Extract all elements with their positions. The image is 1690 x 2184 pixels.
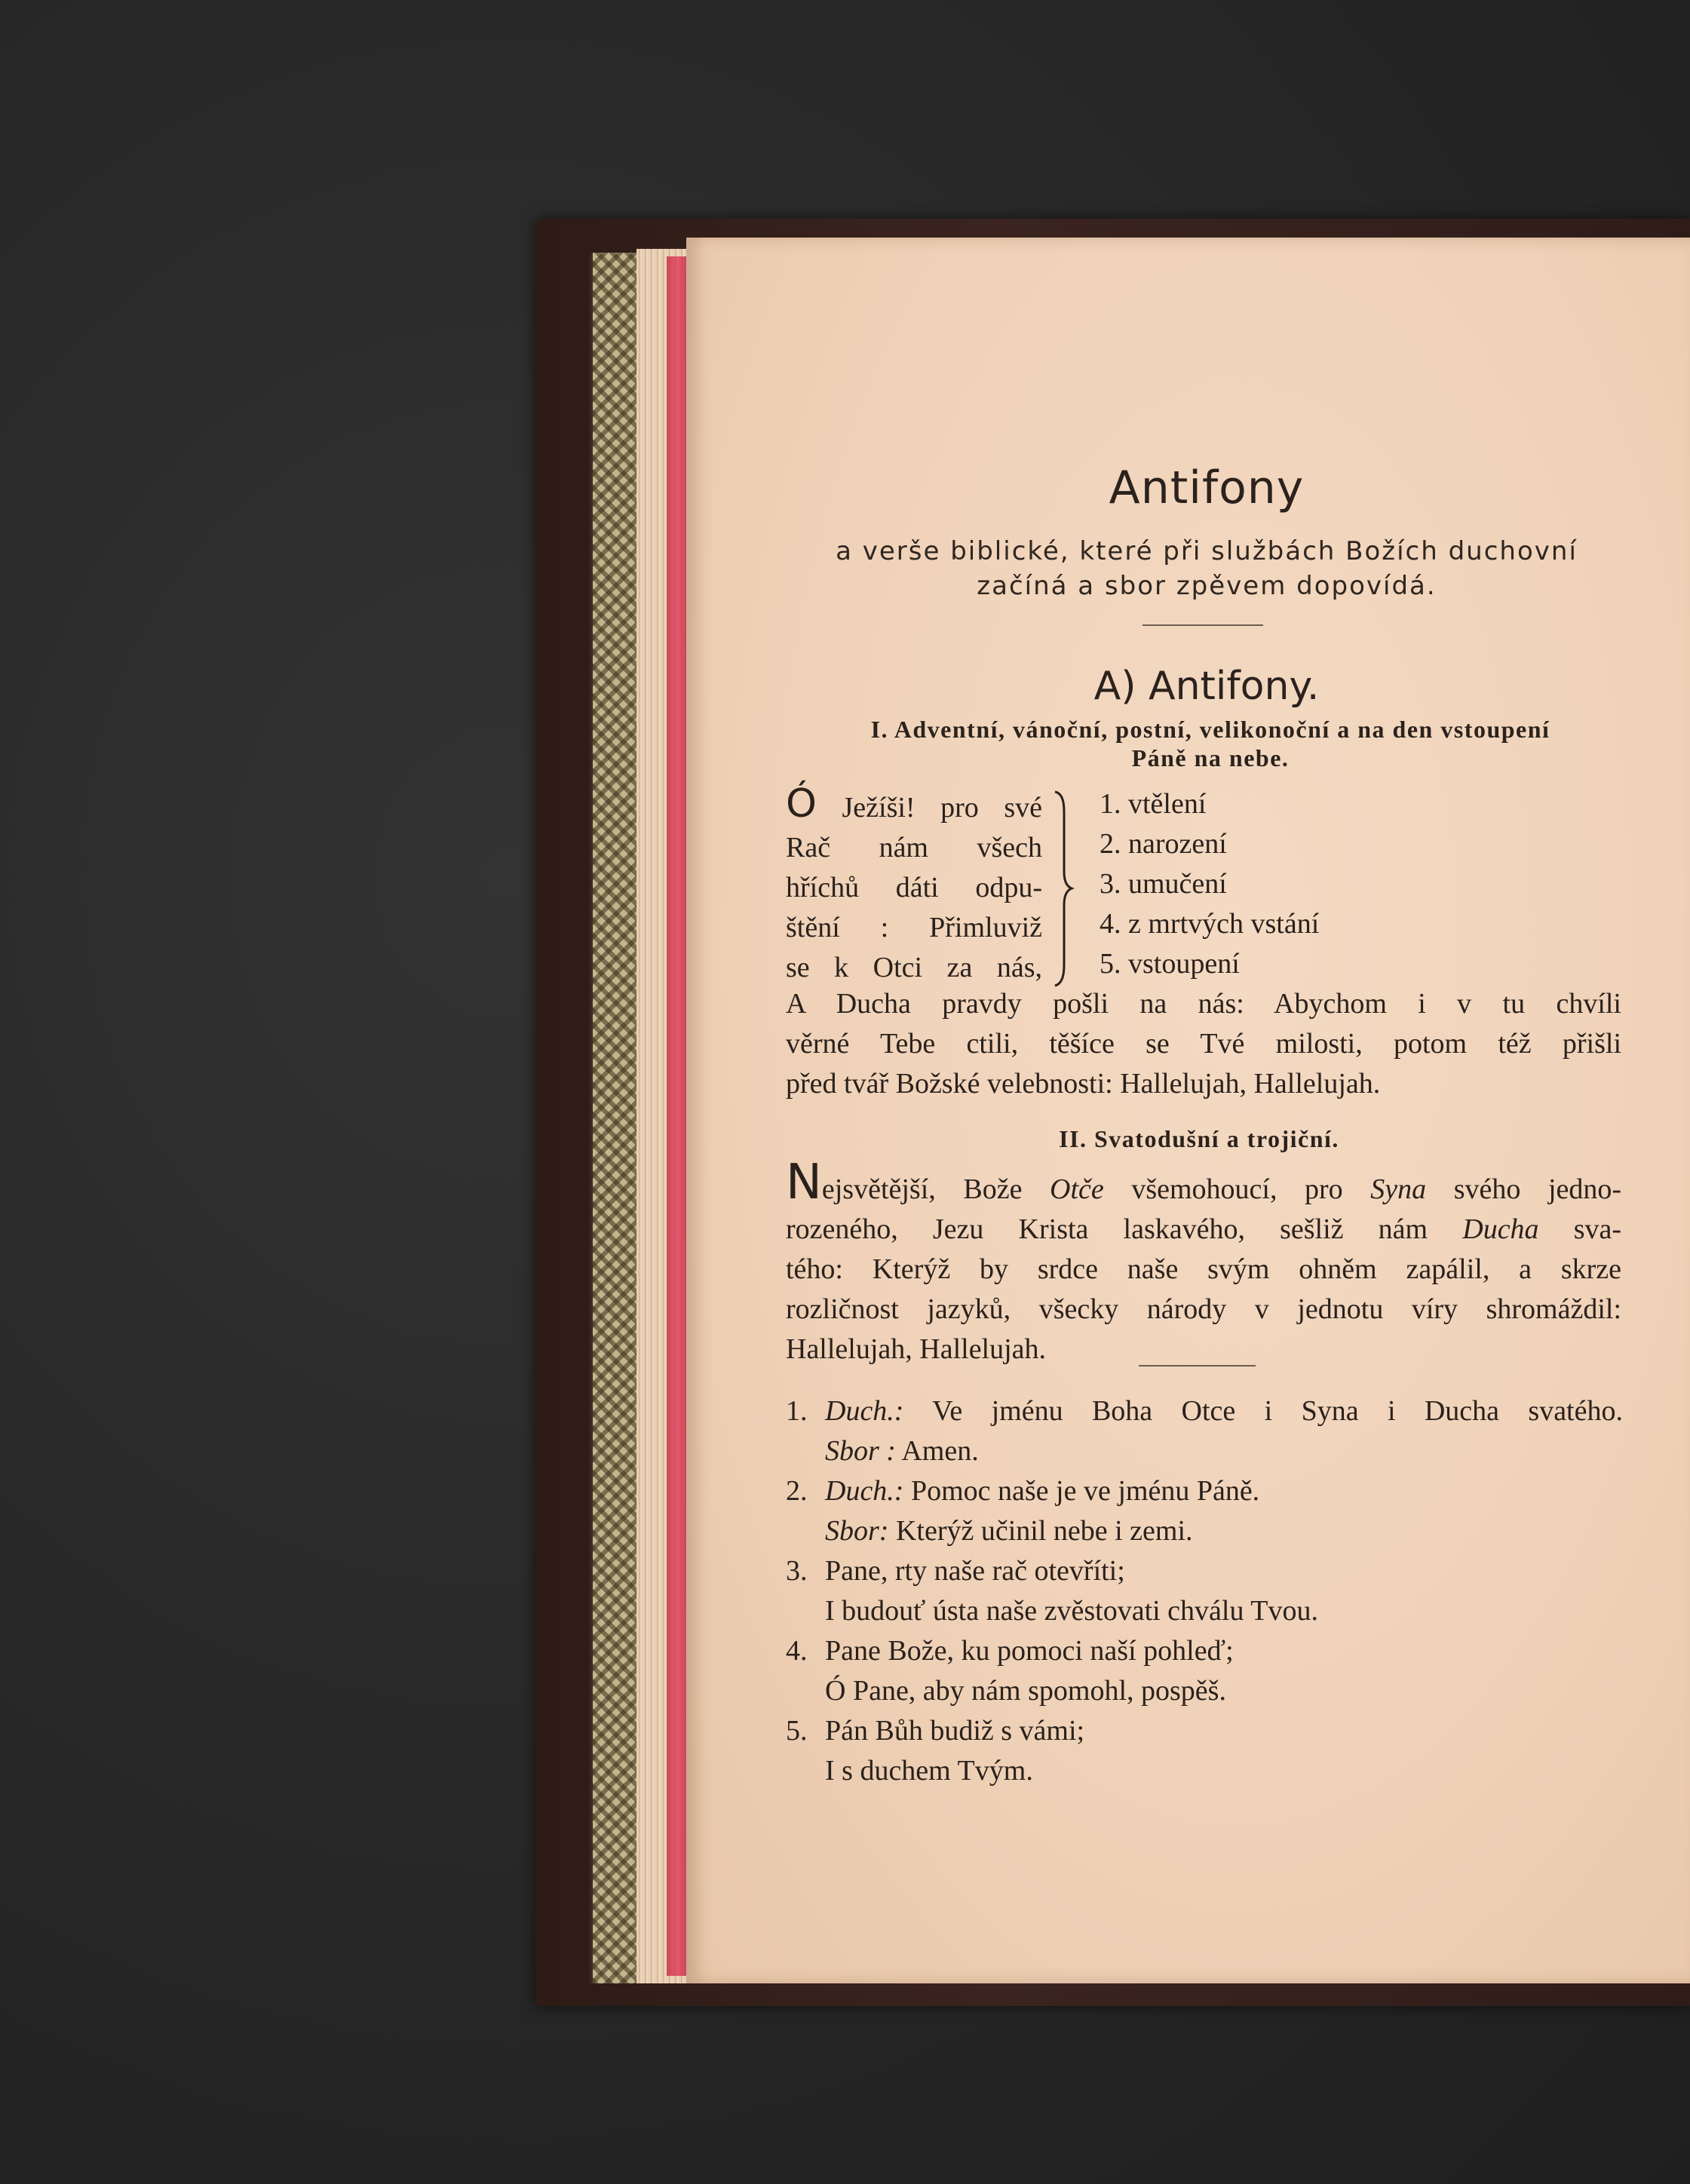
- pentecost-paragraph: [786, 1155, 1622, 1370]
- verse-number: 5.: [786, 1715, 808, 1747]
- para2-line-4: rozličnost jazyků, všecky národy v jednotu víry shromáždil:: [786, 1293, 1621, 1325]
- verse-response: [825, 1511, 1193, 1551]
- subtitle-line-2: začíná a sbor zpěvem dopovídá.: [977, 571, 1437, 601]
- para1-line-1: A Ducha pravdy pošli na nás: Abychom i v tu chvíli: [786, 988, 1621, 1020]
- para1-line-2: věrné Tebe ctili, těšíce se Tvé milosti, potom též přišli: [786, 1028, 1621, 1060]
- antiphon-paragraph: [786, 984, 1621, 1104]
- left-line-4: štění : Přimluviž: [786, 912, 1042, 943]
- response-speaker-label: Sbor :: [825, 1435, 896, 1467]
- verse-number: 4.: [786, 1635, 808, 1667]
- occasions-list: [1100, 784, 1477, 984]
- para2-line-1: [786, 1155, 1622, 1210]
- divider-rule-2: [1139, 1365, 1256, 1367]
- occasion-item: 4. z mrtvých vstání: [1100, 908, 1320, 940]
- section-ii-heading: II. Svatodušní a trojiční.: [1059, 1125, 1339, 1152]
- verse-text: Pane, rty naše rač otevříti;: [825, 1555, 1125, 1587]
- verse-response-row: [786, 1511, 1623, 1551]
- verse-response: I budouť ústa naše zvěstovati chválu Tvou.: [825, 1595, 1318, 1627]
- verse-response-row: [786, 1671, 1623, 1711]
- decorative-endpaper: [590, 253, 640, 1983]
- verse-text: Pane Bože, ku pomoci naší pohleď;: [825, 1635, 1234, 1667]
- verse-row: [786, 1391, 1623, 1431]
- section-i-line-1: I. Adventní, vánoční, postní, velikonoční a na den vstoupení: [870, 716, 1550, 743]
- left-line-1: [786, 781, 1042, 828]
- section-a-heading: A) Antifony.: [1093, 664, 1320, 709]
- verse-response: [825, 1431, 979, 1471]
- verse-response: Ó Pane, aby nám spomohl, pospěš.: [825, 1675, 1226, 1707]
- antiphon-left-column: [786, 781, 1042, 988]
- section-i-line-2: Páně na nebe.: [1131, 744, 1290, 771]
- occasion-item: 5. vstoupení: [1100, 948, 1240, 980]
- verse-number: 2.: [786, 1475, 808, 1507]
- verse-row: [786, 1711, 1623, 1751]
- verse-number: 3.: [786, 1555, 808, 1587]
- divider-rule-1: [1143, 624, 1263, 626]
- left-line-5: se k Otci za nás,: [786, 952, 1042, 983]
- left-line-1-text: Ježíši! pro své: [816, 792, 1042, 824]
- subtitle: [769, 534, 1644, 603]
- section-i-heading: [777, 715, 1644, 772]
- word-syna: Syna: [1370, 1173, 1427, 1205]
- verse-text: [825, 1391, 1623, 1431]
- word-ducha: Ducha: [1462, 1213, 1539, 1245]
- speaker-label: Duch.:: [825, 1475, 904, 1507]
- verse-number: 1.: [786, 1395, 808, 1427]
- para2-line-1-b: všemohoucí, pro: [1103, 1173, 1371, 1205]
- page-title: Antifony: [1109, 462, 1305, 514]
- response-line: Amen.: [895, 1435, 979, 1467]
- verse-row: [786, 1551, 1623, 1591]
- dropcap-o: Ó: [786, 781, 817, 827]
- left-line-2: Rač nám všech: [786, 832, 1042, 863]
- response-speaker-label: Sbor:: [825, 1515, 889, 1547]
- para2-line-2: [786, 1210, 1621, 1250]
- subtitle-line-1: a verše biblické, které při službách Božích duchovní: [836, 536, 1578, 566]
- speaker-label: Duch.:: [825, 1395, 904, 1427]
- verse-text: Pán Bůh budiž s vámi;: [825, 1715, 1085, 1747]
- verse-response-row: [786, 1591, 1623, 1631]
- response-line: Kterýž učinil nebe i zemi.: [888, 1515, 1193, 1547]
- curly-brace-icon: [1052, 789, 1075, 989]
- word-otce: Otče: [1050, 1173, 1104, 1205]
- para1-line-3: před tvář Božské velebnosti: Hallelujah, Hallelujah.: [786, 1068, 1381, 1100]
- verse-row: [786, 1471, 1623, 1511]
- verse-response-row: [786, 1751, 1623, 1791]
- verse-line: Ve jménu Boha Otce i Syna i Ducha svatého.: [903, 1395, 1623, 1427]
- para2-line-1-a: ejsvětější, Bože: [821, 1173, 1050, 1205]
- dropcap-n: N: [786, 1155, 822, 1210]
- verse-response-row: [786, 1431, 1623, 1471]
- verses-list: [786, 1391, 1623, 1791]
- verse-row: [786, 1631, 1623, 1671]
- verse-text: [825, 1471, 1259, 1511]
- para2-line-5: Hallelujah, Hallelujah.: [786, 1333, 1047, 1365]
- para2-line-1-c: svého jedno-: [1426, 1173, 1622, 1205]
- para2-line-2-a: rozeného, Jezu Krista laskavého, sešliž nám: [786, 1213, 1463, 1245]
- para2-line-2-b: sva-: [1538, 1213, 1622, 1245]
- verse-response: I s duchem Tvým.: [825, 1755, 1033, 1787]
- occasion-item: 1. vtělení: [1100, 788, 1207, 820]
- para2-line-3: tého: Kterýž by srdce naše svým ohněm zapálil, a skrze: [786, 1253, 1621, 1285]
- verse-line: Pomoc naše je ve jménu Páně.: [903, 1475, 1260, 1507]
- left-line-3: hříchů dáti odpu-: [786, 872, 1042, 903]
- occasion-item: 3. umučení: [1100, 868, 1227, 900]
- occasion-item: 2. narození: [1100, 828, 1227, 860]
